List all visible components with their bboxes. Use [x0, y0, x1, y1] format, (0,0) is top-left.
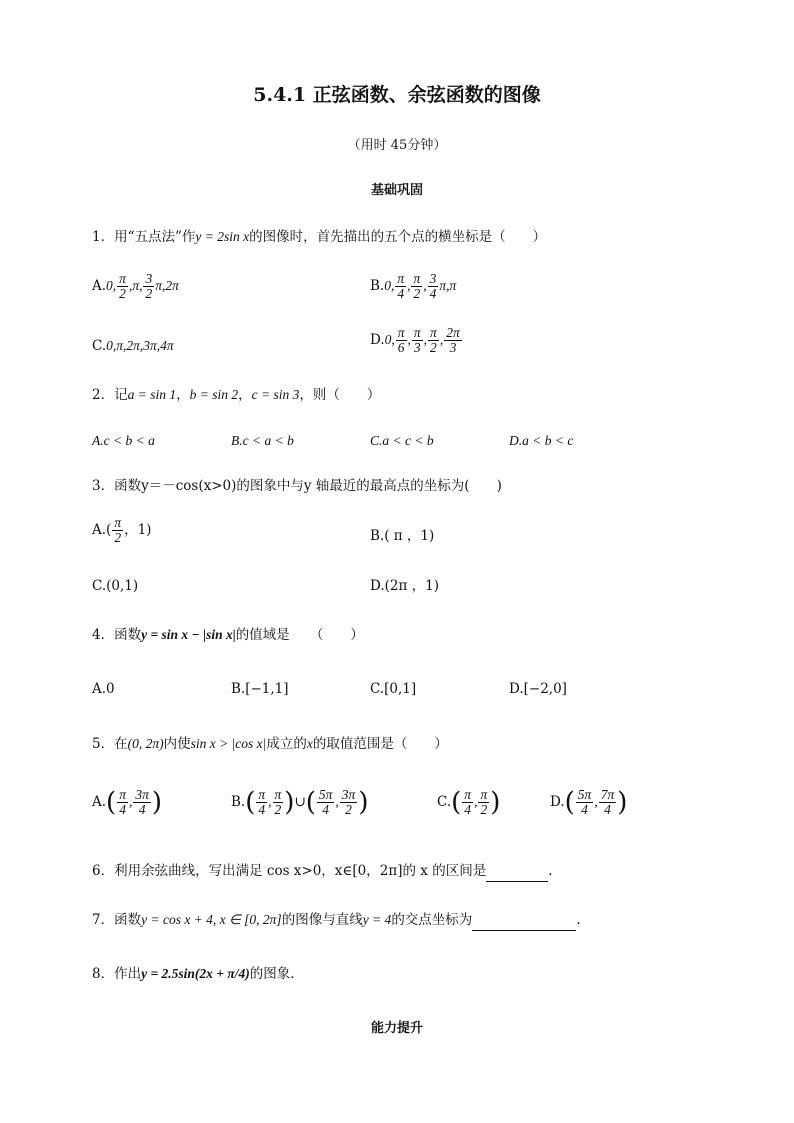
question-7: 7．函数y = cos x + 4, x ∈ [0, 2π]的图像与直线y = 4的交点坐标为 . — [92, 910, 581, 931]
question-2: 2．记a = sin 1，b = sin 2，c = sin 3，则（ ） — [92, 387, 381, 403]
question-8: 8．作出y = 2.5sin(2x + π/4)的图象. — [92, 966, 295, 982]
question-3: 3．函数y＝－cos(x>0)的图象中与y 轴最近的最高点的坐标为( ) — [92, 478, 502, 494]
q7-answer-blank[interactable] — [472, 910, 576, 931]
section-advanced: 能力提升 — [370, 1021, 423, 1036]
time-limit: （用时 45分钟） — [347, 138, 447, 153]
q1-stem-post: 的图像时，首先描出的五个点的横坐标是（ ） — [249, 229, 547, 245]
page-title: 5.4.1 正弦函数、余弦函数的图像 — [253, 84, 541, 106]
q1-option-c[interactable]: C.0,π,2π,3π,4π — [92, 338, 174, 354]
q3-option-d[interactable]: D.(2π ，1) — [370, 578, 440, 594]
q1-option-b[interactable]: B.0, $\frac{\pi}{4}$ , $\frac{\pi}{2}$ , $\frac{3}{4}$ π,π — [370, 271, 457, 302]
section-basic: 基础巩固 — [370, 183, 423, 198]
q2-option-b[interactable]: B.c < a < b — [231, 433, 294, 448]
question-4: 4．函数y = sin x − |sin x|的值域是 （ ） — [92, 627, 364, 643]
q1-option-a[interactable]: A.0, $\frac{\pi}{2}$ ,π, $\frac{3}{2}$ π,2π — [92, 271, 179, 302]
q2-option-d[interactable]: D.a < b < c — [509, 433, 574, 448]
q3-option-b[interactable]: B.( π ，1) — [370, 528, 435, 544]
q4-option-c[interactable]: C.[0,1] — [370, 681, 417, 697]
question-6: 6．利用余弦曲线，写出满足 cos x>0，x∈[0，2π]的 x 的区间是 . — [92, 861, 553, 882]
q4-option-b[interactable]: B.[−1,1] — [231, 681, 289, 697]
q6-answer-blank[interactable] — [486, 861, 548, 882]
q1-math: y = 2sin x — [195, 229, 250, 244]
q5-option-a[interactable]: A.( $\frac{\pi}{4}$ , $\frac{3\pi}{4}$ ) — [92, 787, 163, 818]
q5-option-c[interactable]: C.( $\frac{\pi}{4}$ , $\frac{\pi}{2}$ ) — [437, 787, 501, 818]
question-1 — [92, 227, 546, 247]
q4-option-d[interactable]: D.[−2,0] — [509, 681, 567, 697]
q2-option-c[interactable]: C.a < c < b — [370, 433, 434, 448]
q2-option-a[interactable]: A.c < b < a — [92, 433, 155, 448]
q3-option-c[interactable]: C.(0,1) — [92, 578, 139, 594]
q5-option-b[interactable]: B.( $\frac{\pi}{4}$ , $\frac{\pi}{2}$ )∪( $\frac{5\pi}{4}$ , $\frac{3\pi}{2}$ ) — [231, 787, 369, 818]
question-5: 5．在(0, 2π)内使sin x > |cos x|成立的x的取值范围是（ ） — [92, 736, 448, 752]
q1-option-d[interactable]: D.0, $\frac{\pi}{6}$ , $\frac{\pi}{3}$ , $\frac{\pi}{2}$ , $\frac{2\pi}{3}$ — [370, 325, 460, 356]
q4-option-a[interactable]: A.0 — [92, 681, 115, 697]
q3-option-a[interactable]: A.( $\frac{\pi}{2}$ ，1) — [92, 515, 152, 546]
q5-option-d[interactable]: D.( $\frac{5\pi}{4}$ , $\frac{7\pi}{4}$ ) — [550, 787, 628, 818]
q1-stem-pre: 1．用“五点法”作 — [92, 229, 196, 245]
